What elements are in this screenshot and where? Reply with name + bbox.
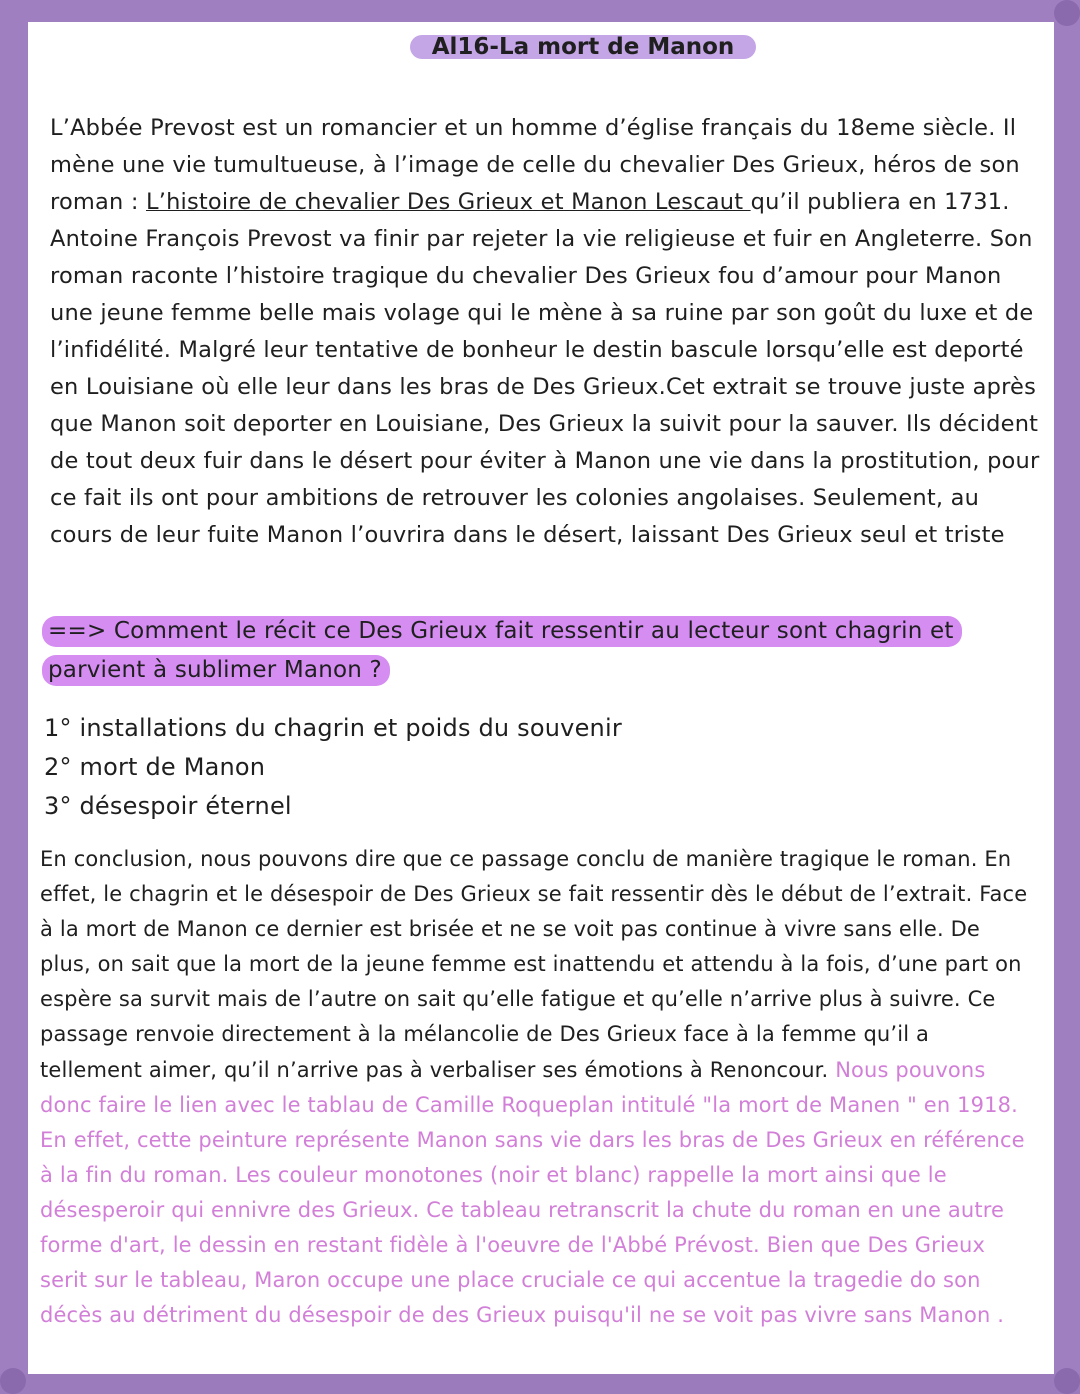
conclusion-text: En conclusion, nous pouvons dire que ce passage conclu de manière tragique le roman. En effet, le chagrin et le désespoir de Des Grieux se fait ressentir dès le début de l’extrait. Face à la mort de Manon ce dernier est brisée et ne se voit pas continue à vivre sans elle. De plus, on sait que la mort de la jeune femme est inattendu et attendu à la fois, d’une part on espère sa survit mais de l’autre on sait qu’elle fatigue et qu’elle n’arrive plus à suivre. Ce passage renvoie directement à la mélancolie de Des Grieux face à la femme qu’il a tellement aimer, qu’il n’arrive pas à verbaliser ses émotions à Renoncour. bbox=[40, 847, 1028, 1082]
frame-top-border bbox=[0, 0, 1080, 22]
conclusion-opening-text: Nous pouvons donc faire le lien avec le tablau de Camille Roqueplan intitulé "la mort de Manen " en 1918. En effet, cette peinture représente Manon sans vie dars les bras de Des Grieux en référence à la fin du roman. Les couleur monotones (noir et blanc) rappelle la mort ainsi que le désesperoir qui ennivre des Grieux. Ce tableau retranscrit la chute du roman en une autre forme d'art, le dessin en restant fidèle à l'oeuvre de l'Abbé Prévost. Bien que Des Grieux serit sur le tableau, Maron occupe une place cruciale ce qui accentue la tragedie do son décès au détriment du désespoir de des Grieux puisqu'il ne se voit pas vivre sans Manon . bbox=[40, 1057, 1025, 1328]
page-title: Al16-La mort de Manon bbox=[410, 35, 756, 59]
frame-corner-bottom-left bbox=[0, 1368, 26, 1394]
problematic-question bbox=[42, 612, 1032, 689]
frame-bottom-border bbox=[0, 1374, 1080, 1394]
introduction-paragraph bbox=[50, 110, 1040, 554]
plan-item: 2° mort de Manon bbox=[44, 753, 266, 781]
plan-item: 3° désespoir éternel bbox=[44, 792, 292, 820]
plan-list bbox=[44, 709, 622, 826]
frame-corner-top-right bbox=[1054, 0, 1080, 26]
question-highlight: ==> Comment le récit ce Des Grieux fait ressentir au lecteur sont chagrin et parvient à sublimer Manon ? bbox=[42, 616, 962, 686]
intro-text-part2: qu’il publiera en 1731. Antoine François Prevost va finir par rejeter la vie religieuse et fuir en Angleterre. Son roman raconte l’histoire tragique du chevalier Des Grieux fou d’amour pour Manon une jeune femme belle mais volage qui le mène à sa ruine par son goût du luxe et de l’infidélité. Malgré leur tentative de bonheur le destin bascule lorsqu’elle est deporté en Louisiane où elle leur dans les bras de Des Grieux.Cet extrait se trouve juste après que Manon soit deporter en Louisiane, Des Grieux la suivit pour la sauver. Ils décident de tout deux fuir dans le désert pour éviter à Manon une vie dans la prostitution, pour ce fait ils ont pour ambitions de retrouver les colonies angolaises. Seulement, au cours de leur fuite Manon l’ouvrira dans le désert, laissant Des Grieux seul et triste bbox=[50, 189, 1040, 548]
plan-item: 1° installations du chagrin et poids du souvenir bbox=[44, 714, 622, 742]
frame-corner-bottom-right bbox=[1054, 1368, 1080, 1394]
note-page bbox=[28, 22, 1054, 1374]
intro-text-part1: L’Abbée Prevost est un romancier et un homme d’église français du 18eme siècle. Il mène une vie tumultueuse, à l’image de celle du chevalier Des Grieux, héros de son roman : bbox=[50, 115, 1020, 215]
book-title: L’histoire de chevalier Des Grieux et Manon Lescaut bbox=[145, 189, 751, 215]
conclusion-paragraph bbox=[40, 842, 1030, 1333]
